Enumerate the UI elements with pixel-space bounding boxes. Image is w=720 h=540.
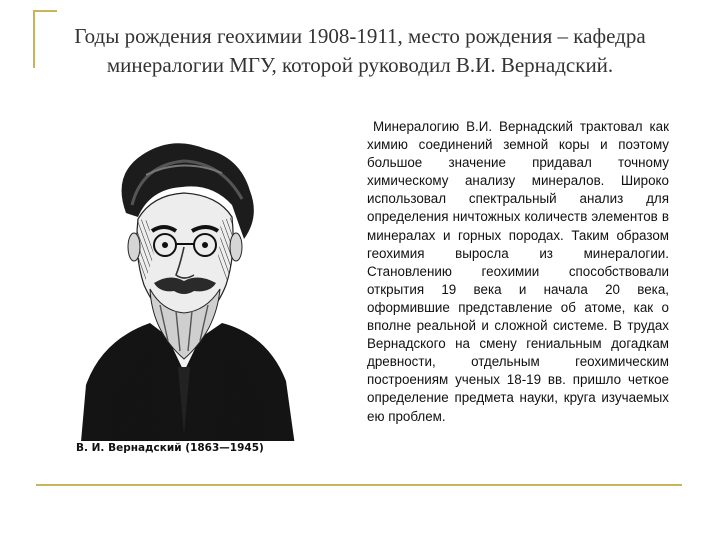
- bottom-divider: [36, 484, 682, 486]
- slide-title: [40, 22, 680, 80]
- frame-accent-vertical: [33, 10, 35, 68]
- slide-title-line-2: минералогии МГУ, которой руководил В.И. Вернадский.: [106, 53, 614, 77]
- frame-accent-top: [33, 10, 57, 12]
- body-paragraph: Минералогию В.И. Вернадский трактовал как химию соединений земной коры и поэтому большое значение придавал точному химическому анализу минералов. Широко использовал спектральный анализ для определения ничтожных количеств элементов в минералах и горных породах. Таким образом геохимия выросла из минералогии. Становлению геохимии способствовали открытия 19 века и начала 20 века, оформившие представление об атоме, как о вполне реальной и сложной системе. В трудах Вернадского на смену гениальным догадкам древности, отдельным геохимическим построениям ученых 18-19 вв. пришло четкое определение предмета науки, круга изучаемых ею проблем.: [367, 119, 669, 424]
- portrait-caption: В. И. Вернадский (1863—1945): [76, 441, 302, 455]
- slide-title-line-1: Годы рождения геохимии 1908-1911, место рождения – кафедра: [74, 24, 646, 48]
- vernadsky-portrait: [72, 135, 304, 465]
